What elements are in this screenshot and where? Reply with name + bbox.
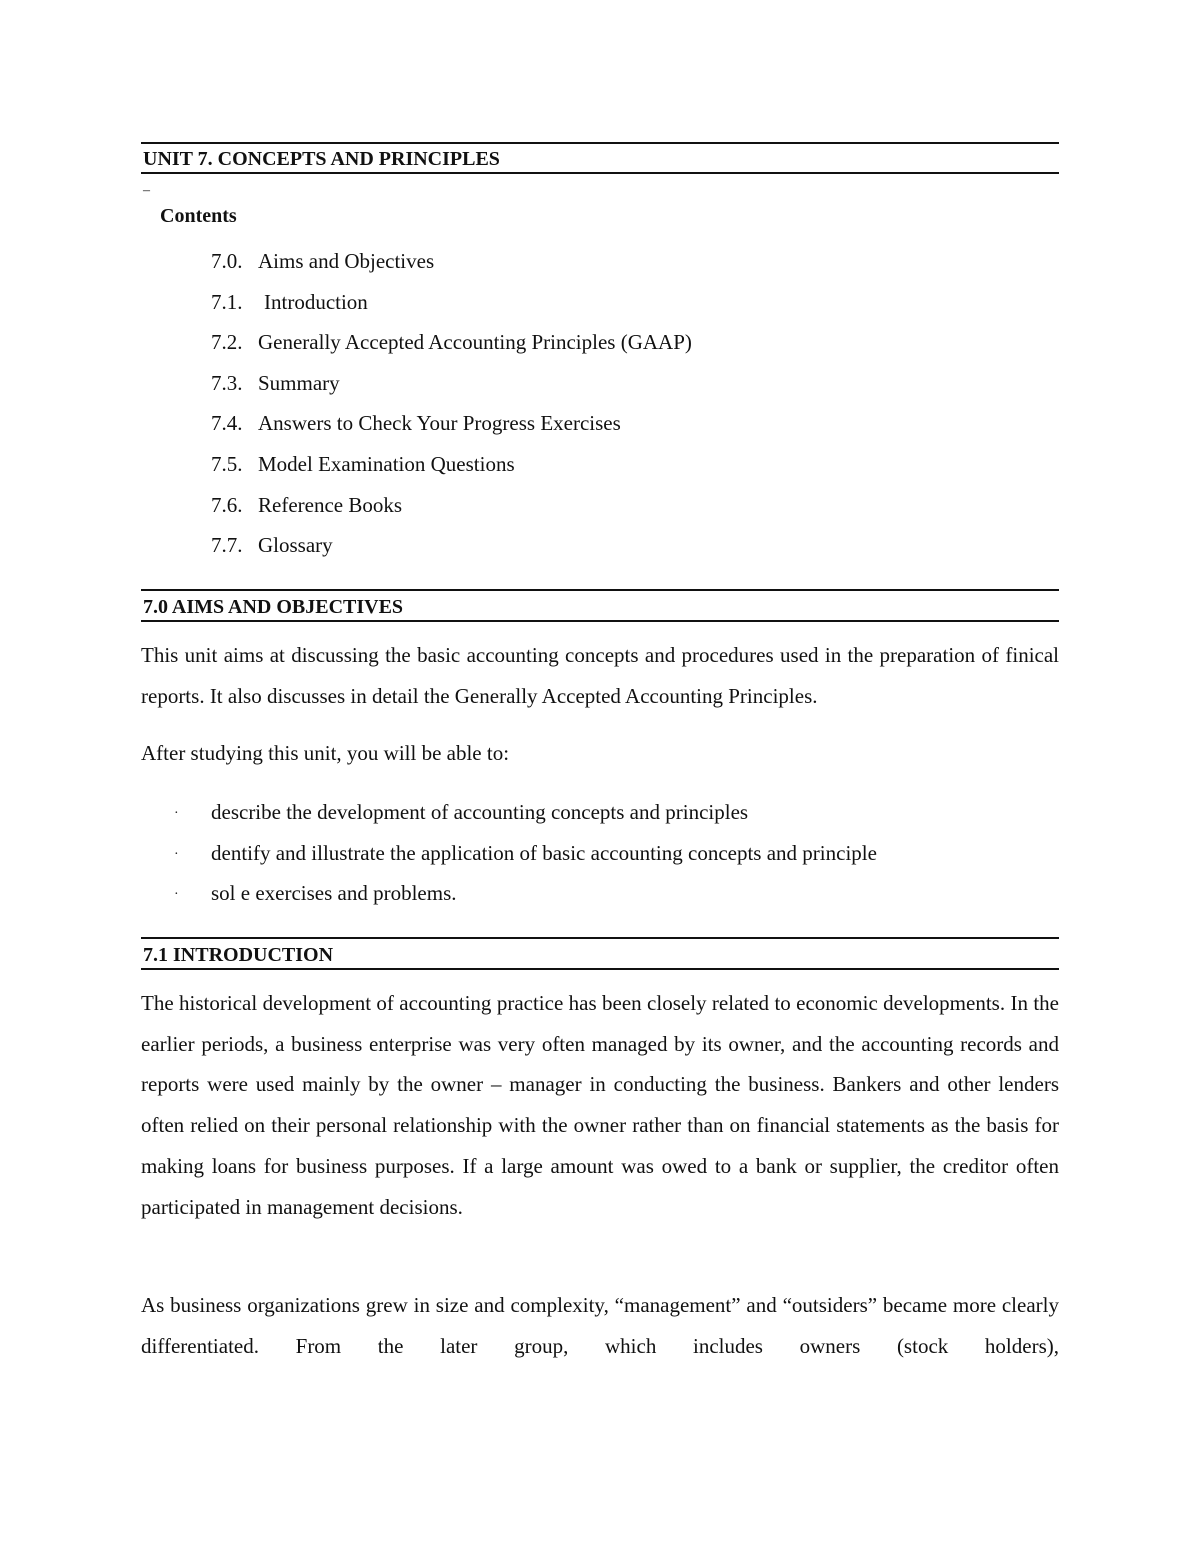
toc-number: 7.3. [211, 371, 243, 395]
toc-label: Generally Accepted Accounting Principles (GAAP) [258, 330, 692, 354]
toc-number: 7.4. [211, 411, 243, 435]
toc-item [211, 332, 692, 353]
toc-item [211, 454, 515, 475]
list-item [141, 802, 748, 823]
list-item [141, 883, 457, 904]
intro-paragraph-2: As business organizations grew in size and complexity, “management” and “outsiders” became more clearly differentiated. From the later group, which includes owners (stock holders), [141, 1293, 1059, 1358]
toc-number: 7.0. [211, 249, 243, 273]
contents-label: Contents [160, 205, 237, 227]
toc-label: Reference Books [258, 493, 403, 517]
aims-paragraph: This unit aims at discussing the basic accounting concepts and procedures used in the preparation of finical reports. It also discusses in detail the Generally Accepted Accounting Principles. [141, 643, 1059, 708]
toc-label: Model Examination Questions [258, 452, 515, 476]
toc-number: 7.7. [211, 533, 243, 557]
bullet-text: sol e exercises and problems. [211, 881, 457, 905]
section-rule-bottom [141, 620, 1059, 622]
toc-item [211, 373, 340, 394]
toc-number: 7.2. [211, 330, 243, 354]
aims-intro: After studying this unit, you will be able to: [141, 741, 510, 765]
toc-item [211, 251, 434, 272]
intro-paragraph-1: The historical development of accounting practice has been closely related to economic developments. In the earlier periods, a business enterprise was very often managed by its owner, and the accounting records and reports were used mainly by the owner – manager in conducting the business. Bankers and other lenders often relied on their personal relationship with the owner rather than on financial statements as the basis for making loans for business purposes. If a large amount was owed to a bank or supplier, the creditor often participated in management decisions. [141, 991, 1059, 1219]
toc-item [211, 413, 621, 434]
toc-number: 7.5. [211, 452, 243, 476]
section-heading-aims: 7.0 AIMS AND OBJECTIVES [143, 596, 404, 618]
toc-label: Answers to Check Your Progress Exercises [258, 411, 621, 435]
toc-item [211, 495, 402, 516]
section-rule-top [141, 589, 1059, 591]
list-item [141, 843, 877, 864]
unit-heading: UNIT 7. CONCEPTS AND PRINCIPLES [143, 148, 500, 170]
bullet-icon: · [174, 806, 179, 822]
section-heading-introduction: 7.1 INTRODUCTION [143, 944, 334, 966]
section-rule-bottom [141, 968, 1059, 970]
bullet-icon: · [174, 887, 179, 903]
toc-number: 7.6. [211, 493, 243, 517]
heading-rule-top [141, 142, 1059, 144]
toc-item [211, 292, 368, 313]
dash-mark: – [143, 183, 150, 198]
bullet-text: describe the development of accounting concepts and principles [211, 800, 749, 824]
bullet-text: dentify and illustrate the application of basic accounting concepts and principle [211, 841, 877, 865]
toc-label: Aims and Objectives [258, 249, 435, 273]
toc-label: Glossary [258, 533, 333, 557]
toc-label: Summary [258, 371, 340, 395]
heading-rule-bottom [141, 172, 1059, 174]
toc-label: Introduction [264, 290, 368, 314]
toc-item [211, 535, 333, 556]
bullet-icon: · [174, 847, 179, 863]
toc-number: 7.1. [211, 290, 243, 314]
section-rule-top [141, 937, 1059, 939]
